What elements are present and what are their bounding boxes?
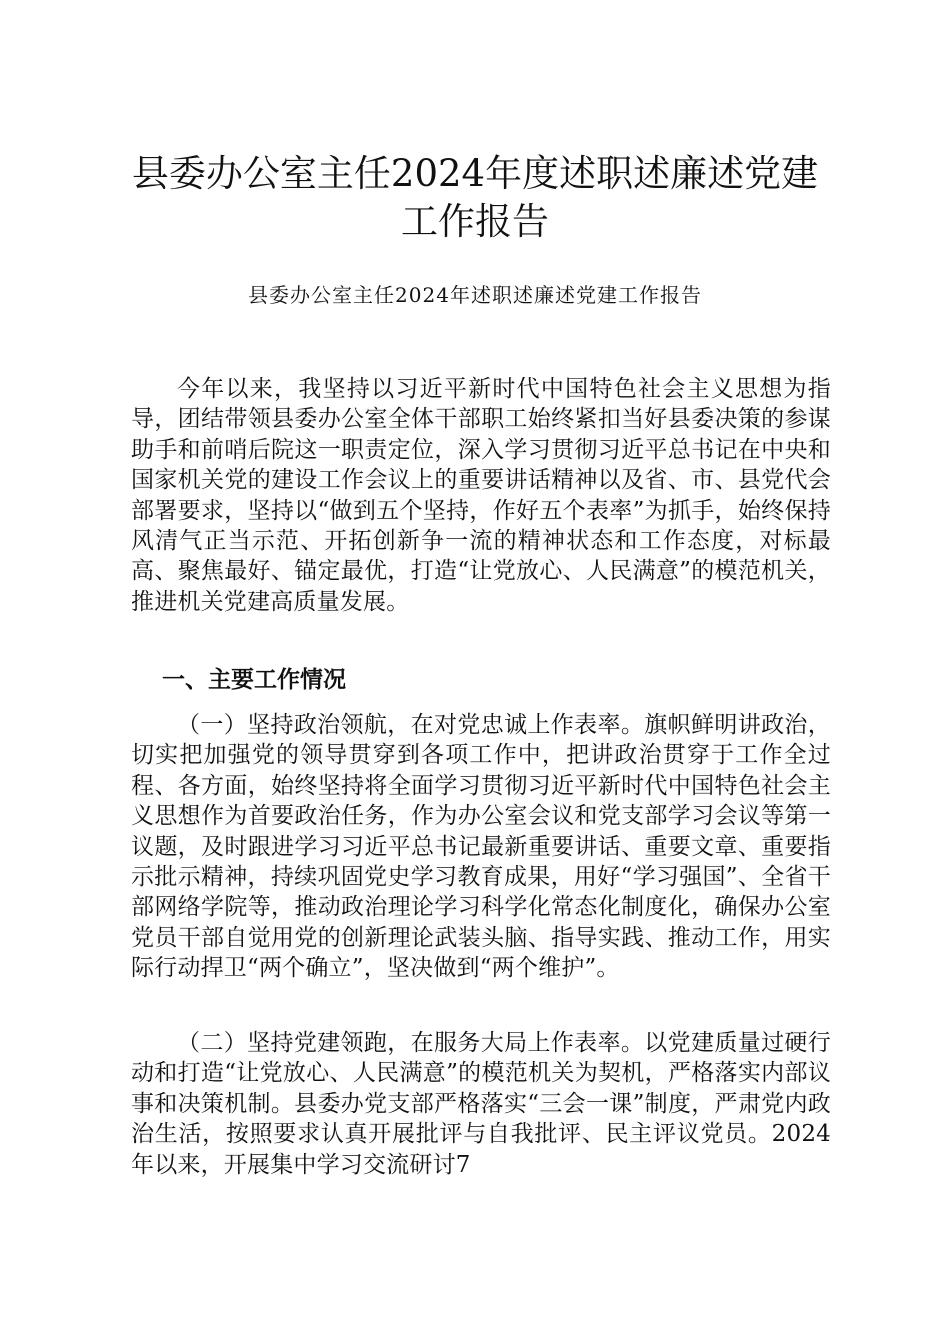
document-title: 县委办公室主任2024年度述职述廉述党建工作报告 <box>131 152 819 243</box>
document-subtitle: 县委办公室主任2024年述职述廉述党建工作报告 <box>248 283 702 307</box>
paragraph-party-building: （二）坚持党建领跑，在服务大局上作表率。以党建质量过硬行动和打造“让党放心、人民满意”的模范机关为契机，严格落实内部议事和决策机制。县委办党支部严格落实“三会一课”制度，严肃党内政治生活，按照要求认真开展批评与自我批评、民主评议党员。2024年以来，开展集中学习交流研讨7 <box>131 1030 831 1178</box>
intro-paragraph: 今年以来，我坚持以习近平新时代中国特色社会主义思想为指导，团结带领县委办公室全体干部职工始终紧扣当好县委决策的参谋助手和前哨后院这一职责定位，深入学习贯彻习近平总书记在中央和国家机关党的建设工作会议上的重要讲话精神以及省、市、县党代会部署要求，坚持以“做到五个坚持，作好五个表率”为抓手，始终保持风清气正当示范、开拓创新争一流的精神状态和工作态度，对标最高、聚焦最好、锚定最优，打造“让党放心、人民满意”的模范机关，推进机关党建高质量发展。 <box>131 376 831 615</box>
paragraph-political-leadership: （一）坚持政治领航，在对党忠诚上作表率。旗帜鲜明讲政治，切实把加强党的领导贯穿到各项工作中，把讲政治贯穿于工作全过程、各方面，始终坚持将全面学习贯彻习近平新时代中国特色社会主义思想作为首要政治任务，作为办公室会议和党支部学习会议等第一议题，及时跟进学习习近平总书记最新重要讲话、重要文章、重要指示批示精神，持续巩固党史学习教育成果，用好“学习强国”、全省干部网络学院等，推动政治理论学习科学化常态化制度化，确保办公室党员干部自觉用党的创新理论武装头脑、指导实践、推动工作，用实际行动捍卫“两个确立”，坚决做到“两个维护”。 <box>131 712 831 982</box>
section-heading: 一、主要工作情况 <box>162 667 346 693</box>
